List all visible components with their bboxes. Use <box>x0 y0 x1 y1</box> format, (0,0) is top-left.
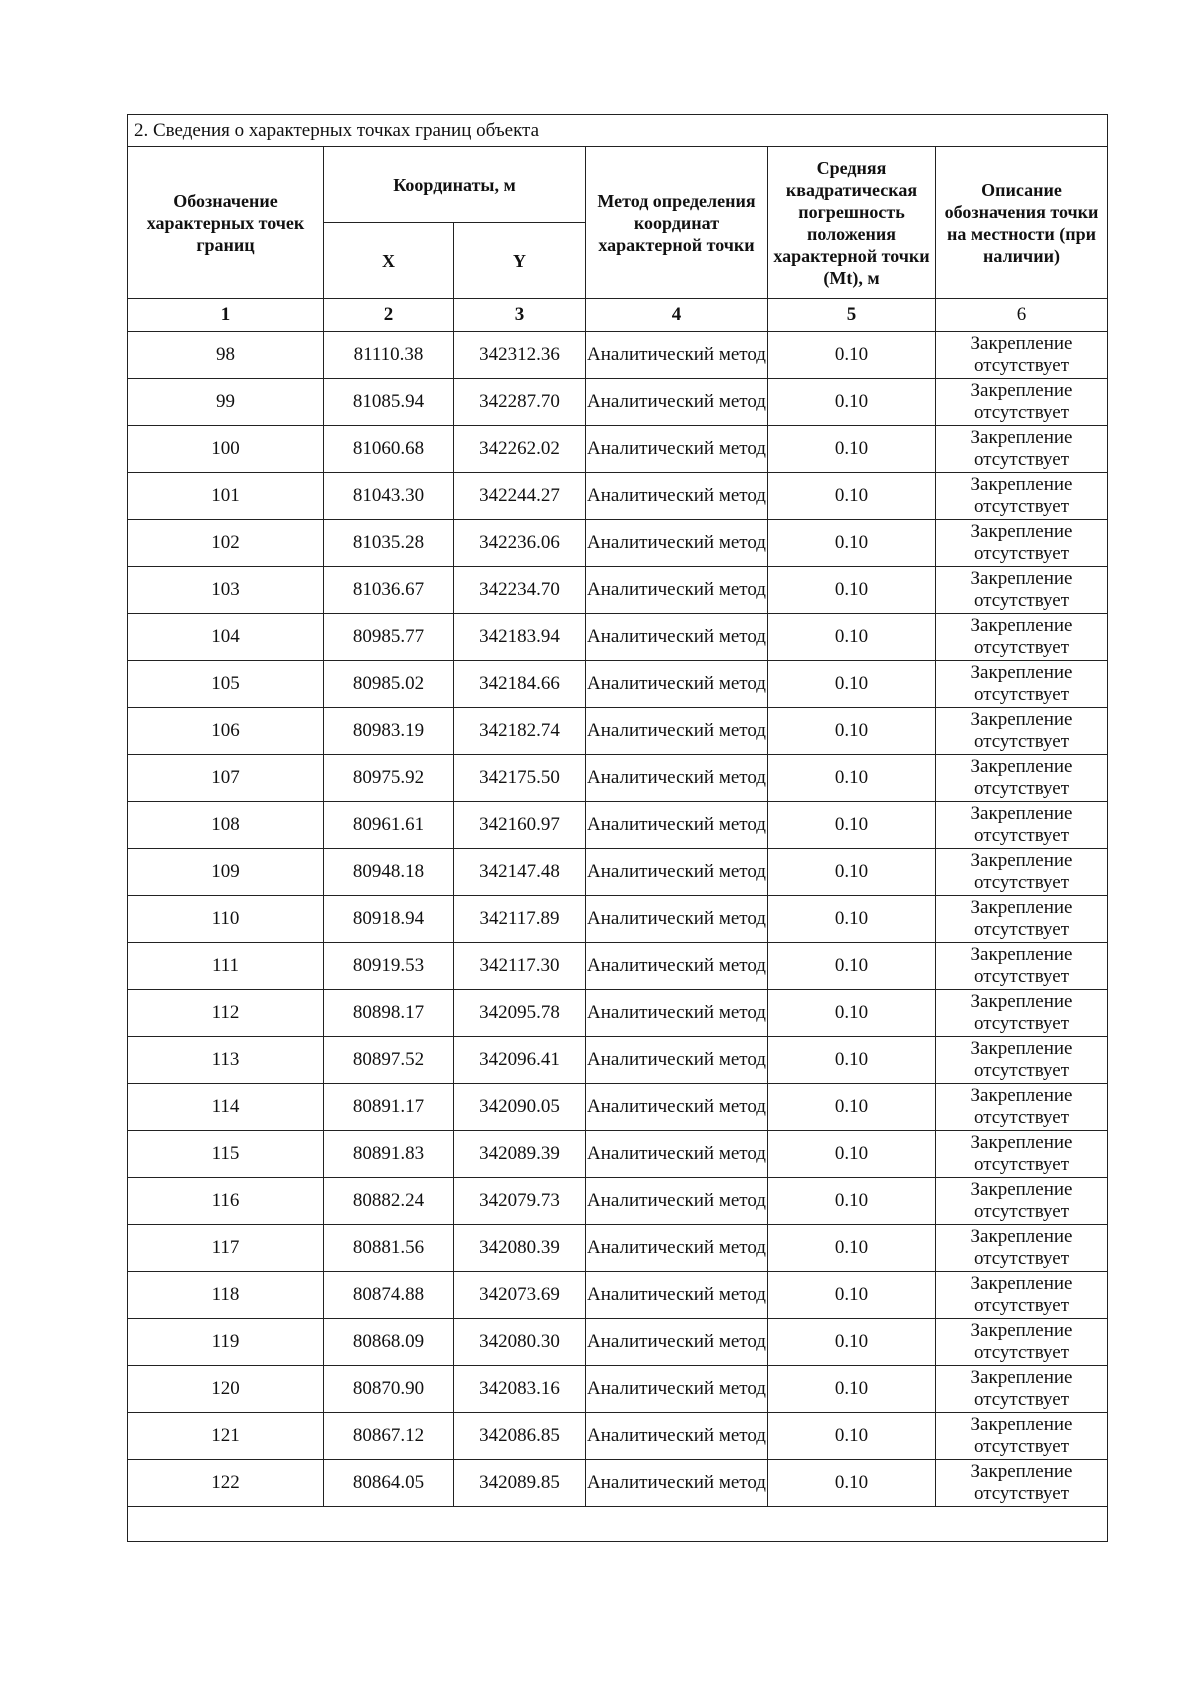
table-row <box>128 708 1108 755</box>
point-cell: 121 <box>128 1413 324 1460</box>
description-cell: Закрепление отсутствует <box>936 1366 1108 1413</box>
error-cell: 0.10 <box>768 426 936 473</box>
x-coordinate-cell: 80985.02 <box>324 661 454 708</box>
x-coordinate-cell: 80867.12 <box>324 1413 454 1460</box>
description-cell: Закрепление отсутствует <box>936 990 1108 1037</box>
column-number: 3 <box>454 299 586 332</box>
header-coordinates: Координаты, м <box>324 147 586 223</box>
error-cell: 0.10 <box>768 802 936 849</box>
column-number: 4 <box>586 299 768 332</box>
description-cell: Закрепление отсутствует <box>936 426 1108 473</box>
point-cell: 101 <box>128 473 324 520</box>
method-cell: Аналитический метод <box>586 1366 768 1413</box>
point-cell: 100 <box>128 426 324 473</box>
error-cell: 0.10 <box>768 473 936 520</box>
table-row <box>128 661 1108 708</box>
y-coordinate-cell: 342312.36 <box>454 332 586 379</box>
error-cell: 0.10 <box>768 379 936 426</box>
error-cell: 0.10 <box>768 1225 936 1272</box>
column-number: 6 <box>936 299 1108 332</box>
description-cell: Закрепление отсутствует <box>936 473 1108 520</box>
table-row <box>128 379 1108 426</box>
table-row <box>128 1037 1108 1084</box>
x-coordinate-cell: 81060.68 <box>324 426 454 473</box>
point-cell: 118 <box>128 1272 324 1319</box>
x-coordinate-cell: 80898.17 <box>324 990 454 1037</box>
table-row <box>128 520 1108 567</box>
point-cell: 116 <box>128 1178 324 1225</box>
x-coordinate-cell: 80919.53 <box>324 943 454 990</box>
x-coordinate-cell: 80874.88 <box>324 1272 454 1319</box>
y-coordinate-cell: 342089.39 <box>454 1131 586 1178</box>
description-cell: Закрепление отсутствует <box>936 332 1108 379</box>
table-row <box>128 1084 1108 1131</box>
y-coordinate-cell: 342244.27 <box>454 473 586 520</box>
error-cell: 0.10 <box>768 661 936 708</box>
x-coordinate-cell: 80864.05 <box>324 1460 454 1507</box>
error-cell: 0.10 <box>768 1272 936 1319</box>
error-cell: 0.10 <box>768 990 936 1037</box>
y-coordinate-cell: 342079.73 <box>454 1178 586 1225</box>
table-row <box>128 896 1108 943</box>
method-cell: Аналитический метод <box>586 896 768 943</box>
table-row <box>128 1178 1108 1225</box>
y-coordinate-cell: 342160.97 <box>454 802 586 849</box>
point-cell: 110 <box>128 896 324 943</box>
y-coordinate-cell: 342287.70 <box>454 379 586 426</box>
point-cell: 112 <box>128 990 324 1037</box>
header-description: Описание обозначения точки на местности (при наличии) <box>936 147 1108 299</box>
header-error: Средняя квадратическая погрешность положения характерной точки (Mt), м <box>768 147 936 299</box>
error-cell: 0.10 <box>768 708 936 755</box>
method-cell: Аналитический метод <box>586 567 768 614</box>
point-cell: 103 <box>128 567 324 614</box>
x-coordinate-cell: 80985.77 <box>324 614 454 661</box>
x-coordinate-cell: 80891.17 <box>324 1084 454 1131</box>
method-cell: Аналитический метод <box>586 520 768 567</box>
x-coordinate-cell: 80961.61 <box>324 802 454 849</box>
y-coordinate-cell: 342234.70 <box>454 567 586 614</box>
error-cell: 0.10 <box>768 614 936 661</box>
point-cell: 111 <box>128 943 324 990</box>
point-cell: 107 <box>128 755 324 802</box>
table-row <box>128 1366 1108 1413</box>
table-row <box>128 1225 1108 1272</box>
table-row <box>128 990 1108 1037</box>
point-cell: 115 <box>128 1131 324 1178</box>
y-coordinate-cell: 342183.94 <box>454 614 586 661</box>
table-row <box>128 1319 1108 1366</box>
error-cell: 0.10 <box>768 849 936 896</box>
description-cell: Закрепление отсутствует <box>936 1131 1108 1178</box>
table-row <box>128 567 1108 614</box>
column-number-row <box>128 299 1108 332</box>
x-coordinate-cell: 80881.56 <box>324 1225 454 1272</box>
description-cell: Закрепление отсутствует <box>936 943 1108 990</box>
table-row <box>128 1413 1108 1460</box>
method-cell: Аналитический метод <box>586 1413 768 1460</box>
x-coordinate-cell: 80870.90 <box>324 1366 454 1413</box>
y-coordinate-cell: 342073.69 <box>454 1272 586 1319</box>
point-cell: 104 <box>128 614 324 661</box>
method-cell: Аналитический метод <box>586 802 768 849</box>
header-x: X <box>324 223 454 299</box>
point-cell: 119 <box>128 1319 324 1366</box>
y-coordinate-cell: 342147.48 <box>454 849 586 896</box>
description-cell: Закрепление отсутствует <box>936 1178 1108 1225</box>
method-cell: Аналитический метод <box>586 1131 768 1178</box>
description-cell: Закрепление отсутствует <box>936 614 1108 661</box>
boundary-points-table <box>127 114 1108 1542</box>
point-cell: 109 <box>128 849 324 896</box>
empty-row <box>128 1507 1108 1542</box>
method-cell: Аналитический метод <box>586 379 768 426</box>
method-cell: Аналитический метод <box>586 990 768 1037</box>
table-row <box>128 849 1108 896</box>
x-coordinate-cell: 81036.67 <box>324 567 454 614</box>
description-cell: Закрепление отсутствует <box>936 849 1108 896</box>
y-coordinate-cell: 342086.85 <box>454 1413 586 1460</box>
method-cell: Аналитический метод <box>586 943 768 990</box>
method-cell: Аналитический метод <box>586 473 768 520</box>
y-coordinate-cell: 342182.74 <box>454 708 586 755</box>
description-cell: Закрепление отсутствует <box>936 1272 1108 1319</box>
point-cell: 114 <box>128 1084 324 1131</box>
header-point-designation: Обозначение характерных точек границ <box>128 147 324 299</box>
description-cell: Закрепление отсутствует <box>936 755 1108 802</box>
point-cell: 120 <box>128 1366 324 1413</box>
error-cell: 0.10 <box>768 1131 936 1178</box>
x-coordinate-cell: 80948.18 <box>324 849 454 896</box>
empty-cell <box>128 1507 1108 1542</box>
table-row <box>128 1131 1108 1178</box>
method-cell: Аналитический метод <box>586 614 768 661</box>
table-row <box>128 473 1108 520</box>
y-coordinate-cell: 342095.78 <box>454 990 586 1037</box>
error-cell: 0.10 <box>768 520 936 567</box>
x-coordinate-cell: 81085.94 <box>324 379 454 426</box>
description-cell: Закрепление отсутствует <box>936 1413 1108 1460</box>
description-cell: Закрепление отсутствует <box>936 1319 1108 1366</box>
error-cell: 0.10 <box>768 1178 936 1225</box>
point-cell: 99 <box>128 379 324 426</box>
x-coordinate-cell: 80868.09 <box>324 1319 454 1366</box>
point-cell: 98 <box>128 332 324 379</box>
description-cell: Закрепление отсутствует <box>936 1225 1108 1272</box>
point-cell: 122 <box>128 1460 324 1507</box>
y-coordinate-cell: 342236.06 <box>454 520 586 567</box>
method-cell: Аналитический метод <box>586 755 768 802</box>
description-cell: Закрепление отсутствует <box>936 708 1108 755</box>
description-cell: Закрепление отсутствует <box>936 896 1108 943</box>
error-cell: 0.10 <box>768 1319 936 1366</box>
table-row <box>128 1272 1108 1319</box>
description-cell: Закрепление отсутствует <box>936 661 1108 708</box>
description-cell: Закрепление отсутствует <box>936 1084 1108 1131</box>
header-y: Y <box>454 223 586 299</box>
description-cell: Закрепление отсутствует <box>936 1460 1108 1507</box>
point-cell: 108 <box>128 802 324 849</box>
x-coordinate-cell: 81110.38 <box>324 332 454 379</box>
x-coordinate-cell: 80918.94 <box>324 896 454 943</box>
description-cell: Закрепление отсутствует <box>936 379 1108 426</box>
y-coordinate-cell: 342262.02 <box>454 426 586 473</box>
error-cell: 0.10 <box>768 755 936 802</box>
error-cell: 0.10 <box>768 896 936 943</box>
column-number: 5 <box>768 299 936 332</box>
y-coordinate-cell: 342083.16 <box>454 1366 586 1413</box>
error-cell: 0.10 <box>768 1037 936 1084</box>
table-row <box>128 614 1108 661</box>
x-coordinate-cell: 80983.19 <box>324 708 454 755</box>
table-row <box>128 755 1108 802</box>
method-cell: Аналитический метод <box>586 708 768 755</box>
section-title: 2. Сведения о характерных точках границ объекта <box>128 115 1108 147</box>
method-cell: Аналитический метод <box>586 1037 768 1084</box>
description-cell: Закрепление отсутствует <box>936 802 1108 849</box>
y-coordinate-cell: 342080.39 <box>454 1225 586 1272</box>
point-cell: 106 <box>128 708 324 755</box>
table-row <box>128 943 1108 990</box>
column-number: 1 <box>128 299 324 332</box>
error-cell: 0.10 <box>768 1366 936 1413</box>
point-cell: 102 <box>128 520 324 567</box>
y-coordinate-cell: 342175.50 <box>454 755 586 802</box>
method-cell: Аналитический метод <box>586 1178 768 1225</box>
header-method: Метод определения координат характерной точки <box>586 147 768 299</box>
description-cell: Закрепление отсутствует <box>936 567 1108 614</box>
y-coordinate-cell: 342117.89 <box>454 896 586 943</box>
x-coordinate-cell: 81043.30 <box>324 473 454 520</box>
error-cell: 0.10 <box>768 943 936 990</box>
error-cell: 0.10 <box>768 1084 936 1131</box>
description-cell: Закрепление отсутствует <box>936 1037 1108 1084</box>
point-cell: 105 <box>128 661 324 708</box>
y-coordinate-cell: 342090.05 <box>454 1084 586 1131</box>
method-cell: Аналитический метод <box>586 661 768 708</box>
x-coordinate-cell: 81035.28 <box>324 520 454 567</box>
x-coordinate-cell: 80975.92 <box>324 755 454 802</box>
table-row <box>128 1460 1108 1507</box>
method-cell: Аналитический метод <box>586 426 768 473</box>
table-row <box>128 802 1108 849</box>
description-cell: Закрепление отсутствует <box>936 520 1108 567</box>
method-cell: Аналитический метод <box>586 1225 768 1272</box>
x-coordinate-cell: 80891.83 <box>324 1131 454 1178</box>
x-coordinate-cell: 80882.24 <box>324 1178 454 1225</box>
method-cell: Аналитический метод <box>586 332 768 379</box>
error-cell: 0.10 <box>768 567 936 614</box>
method-cell: Аналитический метод <box>586 1272 768 1319</box>
error-cell: 0.10 <box>768 1413 936 1460</box>
method-cell: Аналитический метод <box>586 1319 768 1366</box>
y-coordinate-cell: 342080.30 <box>454 1319 586 1366</box>
method-cell: Аналитический метод <box>586 1460 768 1507</box>
table-row <box>128 332 1108 379</box>
error-cell: 0.10 <box>768 332 936 379</box>
method-cell: Аналитический метод <box>586 1084 768 1131</box>
point-cell: 117 <box>128 1225 324 1272</box>
error-cell: 0.10 <box>768 1460 936 1507</box>
y-coordinate-cell: 342089.85 <box>454 1460 586 1507</box>
method-cell: Аналитический метод <box>586 849 768 896</box>
y-coordinate-cell: 342117.30 <box>454 943 586 990</box>
x-coordinate-cell: 80897.52 <box>324 1037 454 1084</box>
table-row <box>128 426 1108 473</box>
y-coordinate-cell: 342184.66 <box>454 661 586 708</box>
point-cell: 113 <box>128 1037 324 1084</box>
column-number: 2 <box>324 299 454 332</box>
y-coordinate-cell: 342096.41 <box>454 1037 586 1084</box>
